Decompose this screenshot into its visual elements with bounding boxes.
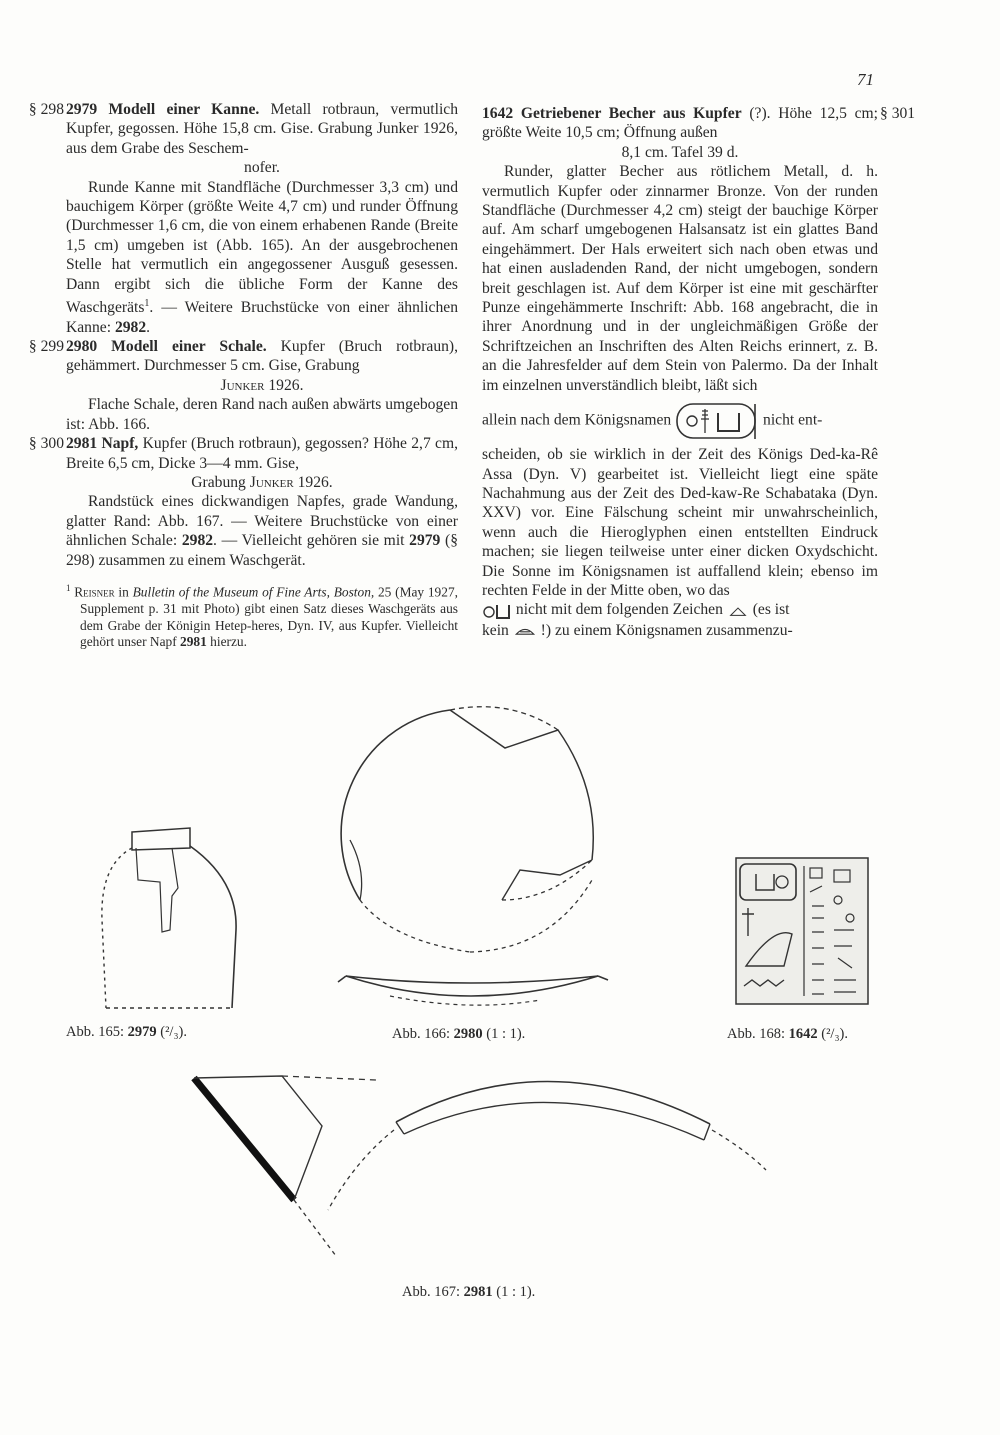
section-298-header: § 298 2979 Modell einer Kanne. Metall rotbraun, vermutlich Kupfer, gegossen. Höhe 15,8 cm. Gise. Grabung Junker 1926, aus dem Grabe des Seschem- (66, 100, 458, 158)
footnote-mark: 1 (144, 298, 150, 310)
glyph-line-1: nicht mit dem folgenden Zeichen (es ist (482, 600, 878, 620)
object-number-2979: 2979 (66, 101, 98, 118)
section-300-header-end: Grabung Junker 1926. (191, 473, 333, 491)
section-299-body: Flache Schale, deren Rand nach außen abwärts umgebogen ist: Abb. 166. (66, 396, 458, 433)
page-number: 71 (857, 70, 874, 89)
section-299-header-end: Junker 1926. (220, 376, 304, 394)
caption-abb-167: Abb. 167: 2981 (1 : 1). (402, 1284, 536, 1300)
cartouche-line: allein nach dem Königsnamen nicht ent- (482, 401, 878, 441)
section-301-marker: § 301 (880, 105, 916, 122)
object-title: Modell einer Kanne. (108, 101, 260, 118)
cartouche-glyph (675, 401, 759, 441)
section-298-marker: § 298 (28, 101, 64, 118)
footnote: $^1$ Reisner in Bulletin of the Museum of Fine Arts, Boston, 25 (May 1927, Supplement p. 31 mit Photo) gibt einen Satz dieses Waschgeräts aus dem Grabe der Königin Hetep-heres, Dyn. IV, aus Kupfer. Vielleicht gehört unser Napf 2981 hierzu. (66, 582, 458, 650)
section-300-marker: § 300 (28, 435, 64, 453)
sun-ka-glyph (482, 601, 512, 621)
section-301-header-end: 8,1 cm. Tafel 39 d. (621, 143, 739, 161)
section-300-header: § 300 2981 Napf, Kupfer (Bruch rotbraun), gegossen? Höhe 2,7 cm, Breite 6,5 cm, Dicke 3—4 mm. Gise, (66, 434, 458, 473)
caption-abb-165: Abb. 165: 2979 (²/₃). (66, 1024, 187, 1040)
section-301-body-2: scheiden, ob sie wirklich in der Zeit des Königs Ded-ka-Rê Assa (Dyn. V) gearbeitet ist. Vielleicht liegt eine späte Nachahmung aus der Zeit des Ded-kaw-Re Schabataka (Dyn. XXV) vor. Eine Fälschung scheint mir unwahrscheinlich, wenn auch die Hieroglyphen einen entstellten Eindruck machen; sie liegen teilweise unter einer dicken Oxydschicht. Die Sonne im Königsnamen ist auffallend klein; ebenso im rechten Felde in der Mitte oben, wo das (482, 446, 878, 599)
section-299-marker: § 299 (28, 338, 64, 356)
figure-167-rim-fragment (186, 1060, 786, 1270)
figure-168-inscription (734, 856, 870, 1006)
basket-glyph (513, 621, 537, 641)
left-column (28, 100, 459, 651)
caption-abb-166: Abb. 166: 2980 (1 : 1). (392, 1026, 526, 1042)
figure-165-jug (90, 820, 250, 1020)
section-301-body: Runder, glatter Becher aus rötlichem Metall, d. h. vermutlich Kupfer oder zinnarmer Bronze. Von der runden Standfläche (Durchmesser 4,2 cm) steigt der bauchige Körper auf. Am scharf umgebogenen Halsansatz ist ein glattes Band eingehämmert. Der Hals erweitert sich nach oben etwas und hat einen ausladenden Rand, der nicht umgebogen, sondern breit geschlagen ist. Auf dem Körper ist eine mit geschärfter Punze eingehämmerte Inschrift: Abb. 168 angebracht, die in ihrer Anordnung und in der ungleichmäßigen Größe der Schriftzeichen an Inschriften des Alten Reichs erinnert, z. B. an die Jahresfelder auf dem Stein von Palermo. Da der Inhalt im einzelnen unverständlich bleibt, läßt sich (482, 163, 878, 394)
right-column (482, 104, 916, 641)
triangle-glyph (727, 601, 749, 621)
section-298-header-end: nofer. (244, 159, 280, 177)
section-301-header: § 301 1642 Getriebener Becher aus Kupfer (?). Höhe 12,5 cm; größte Weite 10,5 cm; Öffnung außen (482, 104, 878, 143)
section-298-body: Runde Kanne mit Standfläche (Durchmesser 3,3 cm) und bauchigem Körper (größte Weite 4,7 cm) und runder Öffnung (Durchmesser 1,6 cm, die von einem erhabenen Rande (Breite 1,5 cm) umgeben ist (Abb. 165). An der ausgebrochenen Stelle hat vermutlich ein angegossener Ausguß gesessen. Dann ergibt sich die übliche Form der Kanne des Waschgeräts$^1$. — Weitere Bruchstücke von einer ähnlichen Kanne: 2982. (66, 178, 458, 336)
section-299-header: § 299 2980 Modell einer Schale. Kupfer (Bruch rotbraun), gehämmert. Durchmesser 5 cm. Gise, Grabung (66, 337, 458, 376)
section-300-body: Randstück eines dickwandigen Napfes, grade Wandung, glatter Rand: Abb. 167. — Weitere Bruchstücke von einer ähnlichen Schale: 2982. — Vielleicht gehören sie mit 2979 (§ 298) zusammen zu einem Waschgerät. (66, 493, 459, 569)
glyph-line-2: kein !) zu einem Königsnamen zusammenzu- (482, 621, 878, 641)
figure-166-bowl (330, 700, 620, 1040)
caption-abb-168: Abb. 168: 1642 (²/₃). (727, 1026, 848, 1042)
